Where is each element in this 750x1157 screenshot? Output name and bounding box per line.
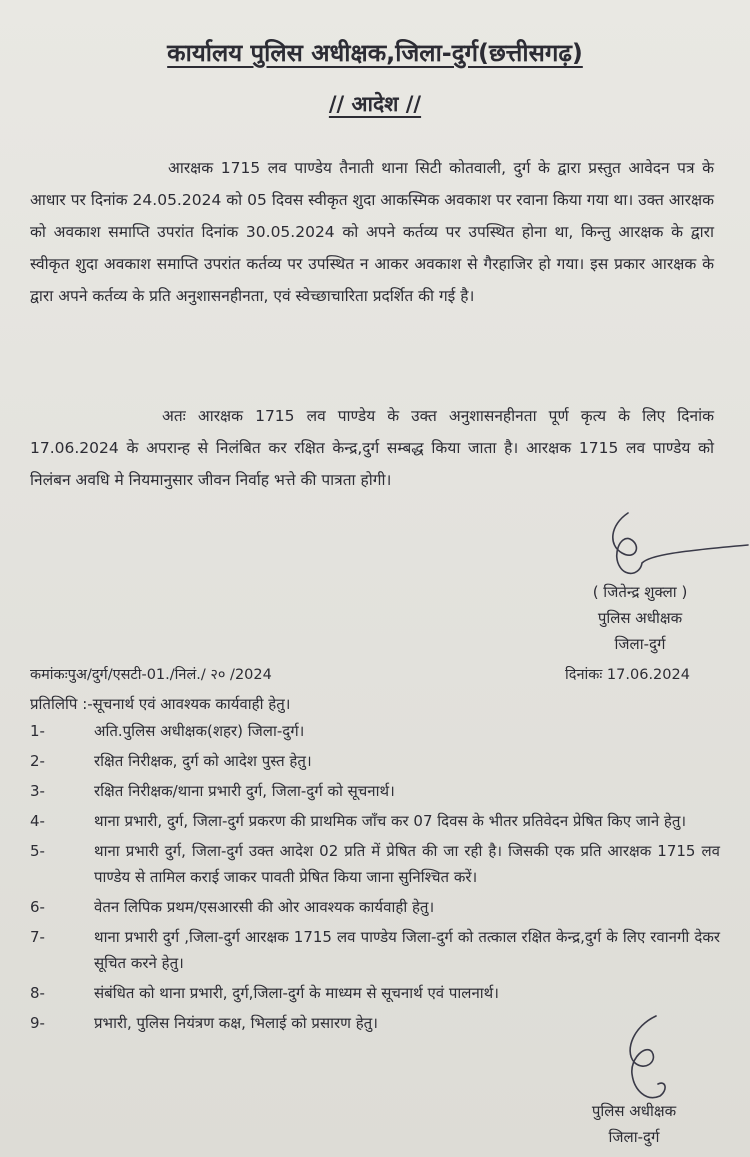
list-item-number: 7-	[30, 928, 45, 946]
signatory-block	[560, 579, 720, 657]
order-title: // आदेश //	[328, 92, 422, 116]
list-item	[30, 718, 720, 744]
list-item-text: संबंधित को थाना प्रभारी, दुर्ग,जिला-दुर्ग के माध्यम से सूचनार्थ एवं पालनार्थ।	[94, 984, 499, 1002]
list-item-text: प्रभारी, पुलिस नियंत्रण कक्ष, भिलाई को प्रसारण हेतु।	[94, 1014, 378, 1032]
footer-signatory-district: जिला-दुर्ग	[608, 1128, 660, 1146]
list-item	[30, 924, 720, 976]
list-item-number: 5-	[30, 842, 45, 860]
reference-date: दिनांकः 17.06.2024	[565, 667, 690, 683]
footer-signatory-designation: पुलिस अधीक्षक	[591, 1102, 677, 1120]
order-paragraph-1: आरक्षक 1715 लव पाण्डेय तैनाती थाना सिटी कोतवाली, दुर्ग के द्वारा प्रस्तुत आवेदन पत्र के आधार पर दिनांक 24.05.2024 को 05 दिवस स्वीकृत शुदा आकस्मिक अवकाश पर रवाना किया गया था। उक्त आरक्षक को अवकाश समाप्ति उपरांत दिनांक 30.05.2024 को अपने कर्तव्य पर उपस्थित होना था, किन्तु आरक्षक के द्वारा स्वीकृत शुदा अवकाश समाप्ति उपरांत कर्तव्य पर उपस्थित न आकर अवकाश से गैरहाजिर हो गया। इस प्रकार आरक्षक के द्वारा अपने कर्तव्य के प्रति अनुशासनहीनता, एवं स्वेच्छाचारिता प्रदर्शित की गई है।	[30, 159, 714, 305]
list-item-number: 4-	[30, 812, 45, 830]
list-item	[30, 748, 720, 774]
office-title: कार्यालय पुलिस अधीक्षक,जिला-दुर्ग(छत्तीसगढ़)	[167, 39, 583, 67]
list-item	[30, 894, 720, 920]
list-item-number: 3-	[30, 782, 45, 800]
list-item	[30, 778, 720, 804]
reference-number: कमांकःपुअ/दुर्ग/एसटी-01./निलं./ २० /2024	[30, 667, 272, 683]
signatory-name: ( जितेन्द्र शुक्ला )	[592, 583, 688, 601]
list-item-text: अति.पुलिस अधीक्षक(शहर) जिला-दुर्ग।	[94, 722, 305, 740]
signatory-designation: पुलिस अधीक्षक	[597, 609, 683, 627]
list-item-text: थाना प्रभारी दुर्ग ,जिला-दुर्ग आरक्षक 1715 लव पाण्डेय जिला-दुर्ग को तत्काल रक्षित केन्द्र,दुर्ग के लिए रवानगी देकर सूचित करने हेतु।	[94, 928, 720, 972]
copy-to-heading: प्रतिलिपि :-सूचनार्थ एवं आवश्यक कार्यवाही हेतु।	[30, 695, 291, 713]
list-item-number: 9-	[30, 1014, 45, 1032]
list-item-number: 1-	[30, 722, 45, 740]
list-item-text: रक्षित निरीक्षक, दुर्ग को आदेश पुस्त हेतु।	[94, 752, 312, 770]
copy-to-list	[30, 718, 720, 1040]
list-item	[30, 838, 720, 890]
footer-signatory-block	[574, 1098, 694, 1150]
signatory-district: जिला-दुर्ग	[614, 635, 666, 653]
list-item	[30, 808, 720, 834]
list-item-text: रक्षित निरीक्षक/थाना प्रभारी दुर्ग, जिला-दुर्ग को सूचनार्थ।	[94, 782, 395, 800]
list-item-text: थाना प्रभारी, दुर्ग, जिला-दुर्ग प्रकरण की प्राथमिक जाँच कर 07 दिवस के भीतर प्रतिवेदन प्रेषित किए जाने हेतु।	[94, 812, 687, 830]
list-item	[30, 980, 720, 1006]
order-paragraph-2: अतः आरक्षक 1715 लव पाण्डेय के उक्त अनुशासनहीनता पूर्ण कृत्य के लिए दिनांक 17.06.2024 के अपरान्ह से निलंबित कर रक्षित केन्द्र,दुर्ग सम्बद्ध किया जाता है। आरक्षक 1715 लव पाण्डेय को निलंबन अवधि मे नियमानुसार जीवन निर्वाह भत्ते की पात्रता होगी।	[30, 407, 714, 489]
list-item-number: 6-	[30, 898, 45, 916]
list-item-text: वेतन लिपिक प्रथम/एसआरसी की ओर आवश्यक कार्यवाही हेतु।	[94, 898, 435, 916]
list-item-text: थाना प्रभारी दुर्ग, जिला-दुर्ग उक्त आदेश 02 प्रति में प्रेषित की जा रही है। जिसकी एक प्रति आरक्षक 1715 लव पाण्डेय से तामिल कराई जाकर पावती प्रेषित किया जाना सुनिश्चित करें।	[94, 842, 720, 886]
list-item-number: 8-	[30, 984, 45, 1002]
signature-lower	[598, 1010, 698, 1110]
list-item-number: 2-	[30, 752, 45, 770]
